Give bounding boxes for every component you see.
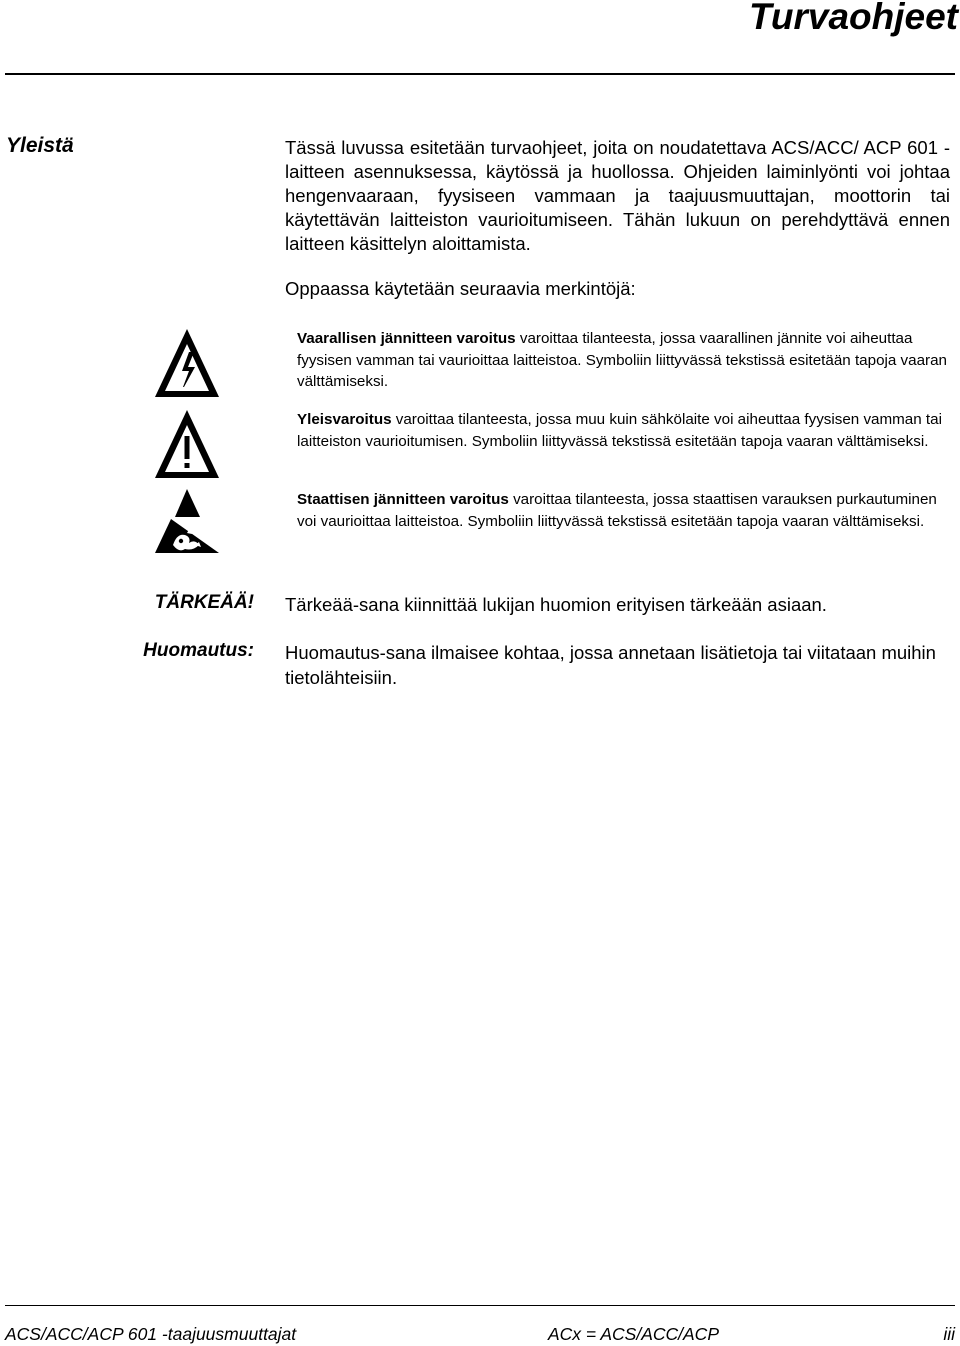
warning-general [297,409,947,452]
intro-paragraph [285,136,950,256]
warning-title: Staattisen jännitteen varoitus [297,491,509,508]
footer-divider [5,1305,955,1306]
warning-text: varoittaa tilanteesta, jossa vaarallinen jännite voi aiheuttaa fyysisen vamman tai vaurioittaa laitteistoa. Symboliin liittyvässä tekstissä esitetään tapoja vaaran välttämiseksi. [297,330,947,390]
warning-high-voltage [297,328,947,393]
page-title: Turvaohjeet [748,0,958,37]
intro-text: Tässä luvussa esitetään turvaohjeet, joita on noudatettava ACS/ACC/ ACP 601 -laitteen asennuksessa, käytössä ja huollossa. Ohjeiden laiminlyönti voi johtaa hengenvaaraan, fyysiseen vammaan ja taajuusmuuttajan, moottorin tai käytettävän laitteiston vaurioitumiseen. Tähän lukuun on perehdyttävä ennen laitteen käsittelyn aloittamista. [285,137,950,254]
note-text: Huomautus-sana ilmaisee kohtaa, jossa annetaan lisätietoja tai viitataan muihin tietolähteisiin. [285,642,936,688]
markings-intro: Oppaassa käytetään seuraavia merkintöjä: [285,278,636,299]
warning-text: varoittaa tilanteesta, jossa muu kuin sähkölaite voi aiheuttaa fyysisen vamman tai laitteiston vaurioitumisen. Symboliin liittyvässä tekstissä esitetään tapoja vaaran välttämiseksi. [297,411,942,450]
section-heading: Yleistä [6,134,74,157]
electrostatic-discharge-warning-icon [153,487,251,557]
footer-abbreviation: ACx = ACS/ACC/ACP [548,1324,719,1344]
warning-electrostatic [297,489,947,532]
general-warning-icon [153,406,251,482]
footer-product-name: ACS/ACC/ACP 601 -taajuusmuuttajat [5,1324,297,1344]
important-text: Tärkeää-sana kiinnittää lukijan huomion erityisen tärkeään asiaan. [285,594,827,615]
top-divider [5,73,955,75]
warning-title: Yleisvaroitus [297,411,392,428]
important-label: TÄRKEÄÄ! [154,592,254,613]
warning-text: varoittaa tilanteesta, jossa staattisen varauksen purkautuminen voi vaurioittaa laitteistoa. Symboliin liittyvässä tekstissä esitetään tapoja vaaran välttämiseksi. [297,491,937,530]
high-voltage-warning-icon [153,325,251,401]
warning-title: Vaarallisen jännitteen varoitus [297,330,516,347]
page-number: iii [943,1324,955,1344]
note-label: Huomautus: [143,640,254,661]
